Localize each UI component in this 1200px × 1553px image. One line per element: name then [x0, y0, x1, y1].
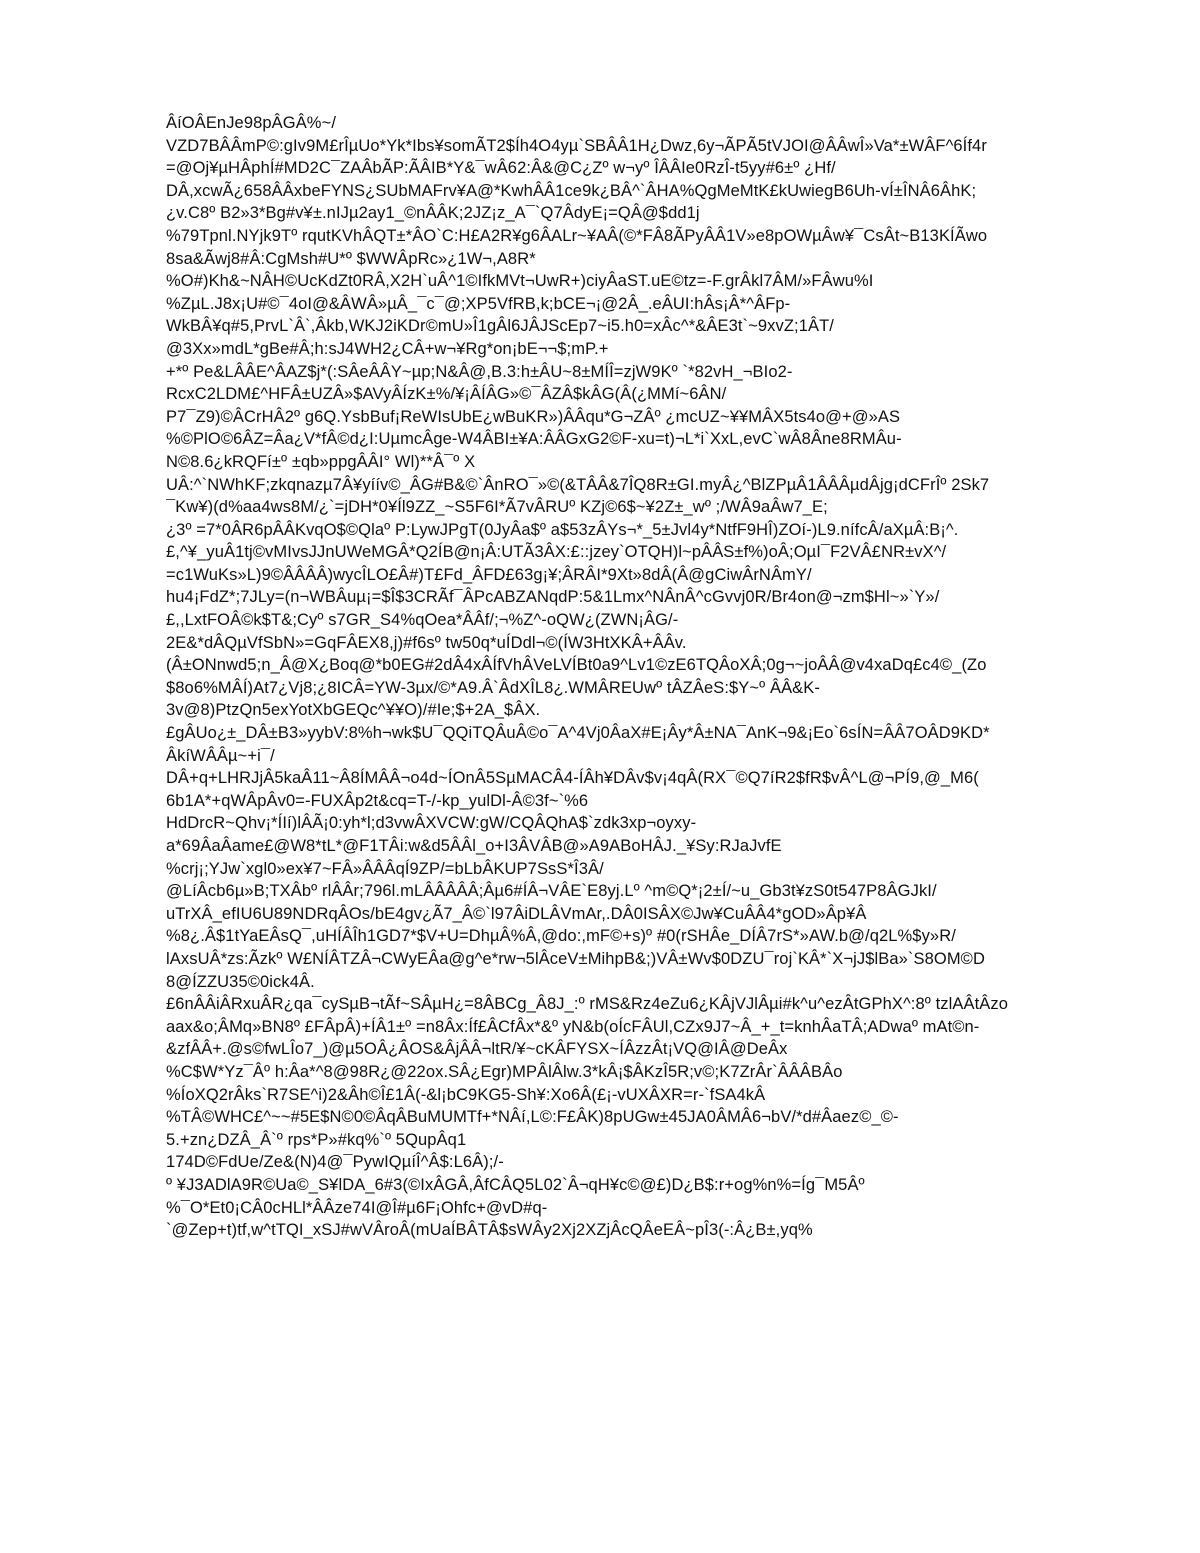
- text-line: %ÍoXQ2rÂks`R7SE^i)2&Âh©Î£1Â(-&l¡bC9KG5-Sh¥:Xo6Â(£¡-vUXÂXR=r-`fSA4kÂ: [166, 1085, 766, 1104]
- text-line: º ¥J3ADlA9R©Ua©_S¥lDA_6#3(©IxÂGÂ,ÂfCÂQ5L02`Â¬qH¥c©@£)D¿B$:r+og%n%=Íg¯M5Âº: [166, 1175, 865, 1194]
- document-text-body: [166, 112, 1116, 1242]
- text-line: $8o6%MÂÍ)At7¿Vj8;¿8ICÂ=YW-3µx/©*A9.Â`ÂdXÎL8¿.WMÂREUwº tÂZÂeS:$Y~º ÂÂ&K-: [166, 678, 820, 697]
- text-line: ¿v.C8º B2»3*Bg#v¥±.nIJµ2ay1_©nÂÂK;2JZ¡z_A¯`Q7ÂdyE¡=QÂ@$dd1j: [166, 204, 700, 223]
- text-line: 8@ÍZZU35©0ick4Â.: [166, 972, 315, 991]
- text-line: 6b1A*+qWÂpÂv0=-FUXÂp2t&cq=T-/-kp_yulDl-Â©3f~`%6: [166, 791, 589, 810]
- text-line: @LíÂcb6µ»B;TXÂbº rlÂÂr;796l.mLÂÂÂÂÂ;Âµ6#ÍÂ¬VÂE`E8yj.Lº ^m©Q*¡2±Í/~u_Gb3t¥zS0t547P8ÂGJkI/: [166, 882, 937, 901]
- text-line: £6nÂÂiÂRxuÂR¿qa¯cySµB¬tÃf~SÂµH¿=8ÂBCg_Â8J_:º rMS&Rz4eZu6¿KÂjVJlÂµi#k^u^ezÂtGPhX^:8º tzlAÂtÂzo: [166, 995, 1009, 1014]
- text-line: 5.+zn¿DZÂ_Â`º rps*P»#kq%`º 5QupÂq1: [166, 1130, 467, 1149]
- text-line: %©PlO©6ÂZ=Âa¿V*fÂ©d¿I:UµmcÂge-W4ÂBI±¥A:ÂÂGxG2©F-xu=t)¬L*i`XxL,evC`wÂ8Âne8RMÂu-: [166, 430, 902, 449]
- text-line: WkBÂ¥q#5,PrvL`Â`,Âkb,WKJ2iKDr©mU»Î1gÂl6JÂJScEp7~i5.h0=xÂc^*&ÂE3t`~9xvZ;1ÂT/: [166, 317, 834, 336]
- text-line: 8sa&Ãwj8#Â:CgMsh#U*º $WWÂpRc»¿1W¬,A8R*: [166, 249, 536, 268]
- text-line: %O#)Kh&~NÂH©UcKdZt0RÂ,X2H`uÂ^1©IfkMVt¬UwR+)ciyÂaST.uE©tz=-F.grÂkl7ÂM/»FÂwu%I: [166, 272, 874, 291]
- text-line: HdDrcR~Qhv¡*ÍIí)lÂÃ¡0:yh*l;d3vwÂXVCW:gW/CQÂQhA$`zdk3xp¬oyxy-: [166, 814, 697, 833]
- text-line: (Â±ONnwd5;n_Â@X¿Boq@*b0EG#2dÂ4xÂÍfVhÂVeLVÍBt0a9^Lv1©zE6TQÂoXÂ;0g¬~joÂÂ@v4xaDq£c4©_(Zo: [166, 656, 987, 675]
- text-line: VZD7BÂÂmP©:gIv9M£rÎµUo*Yk*Ibs¥somÃT2$Íh4O4yµ`SBÂÂ1H¿Dwz,6y¬ÃPÃ5tVJOI@ÂÂwÎ»Va*±WÂF^6Íf4r: [166, 136, 987, 155]
- text-line: %79Tpnl.NYjk9Tº rqutKVhÂQT±*ÂO`C:H£A2R¥g6ÂALr~¥AÂ(©*FÂ8ÃPyÂÂ1V»e8pOWµÂw¥¯CsÂt~B13KÍÃwo: [166, 226, 988, 245]
- text-line: UÂ:^`NWhKF;zkqnazµ7Â¥yíív©_ÂG#B&©`ÂnRO¯»©(&TÂÂ&7ÎQ8R±GI.myÂ¿^BlZPµÂ1ÂÂÂµdÂjg¡dCFrÎº 2Sk7: [166, 475, 990, 494]
- text-line: hu4¡FdZ*;7JLy=(n¬WBÂuµ¡=$Î$3CRÃf¯ÂPcABZANqdP:5&1Lmx^NÂnÂ^cGvvj0R/Br4on@¬zm$Hl~»`Y»/: [166, 588, 940, 607]
- text-line: N©8.6¿kRQFí±º ±qb»ppgÂÂI° Wl)**Â¯º X: [166, 452, 476, 471]
- text-line: ÂíOÂEnJe98pÂGÂ%~/: [166, 114, 337, 132]
- text-line: P7¯Z9)©ÂCrHÂ2º g6Q.YsbBuf¡ReWIsUbE¿wBuKR»)ÂÂqu*G¬ZÂº ¿mcUZ~¥¥MÂX5ts4o@+@»AS: [166, 407, 901, 426]
- text-line: +*º Pe&LÂÂE^ÂAZ$j*(:SÂeÂÂY~µp;N&Â@,B.3:h±ÂU~8±MÍÎ=zjW9Kº `*82vH_¬BIo2-: [166, 362, 793, 381]
- text-line: a*69ÂaÂame£@W8*tL*@F1TÂi:w&d5ÂÂl_o+I3ÂVÂB@»A9ABoHÂJ._¥Sy:RJaJvfE: [166, 837, 782, 855]
- text-line: %C$W*Yz¯Âº h:Âa*^8@98R¿@22ox.SÂ¿Egr)MPÂlÂlw.3*kÂ¡$ÂKzÎ5R;v©;K7ZrÂr`ÂÂÂBÂo: [166, 1062, 843, 1081]
- text-line: ¿3º =7*0ÂR6pÂÂKvqO$©Qlaº P:LywJPgT(0JyÂa$º a$53zÂYs¬*_5±Jvl4y*NtfF9HÎ)ZOí-)L9.nífcÂ/aXµÂ:B¡^.: [166, 520, 959, 539]
- text-line: 3v@8)PtzQn5exYotXbGEQc^¥¥O)/#Ie;$+2A_$ÂX.: [166, 701, 541, 720]
- text-line: ¯Kw¥)(d%aa4ws8M/¿`=jDH*0¥Íl9ZZ_~S5F6I*Ã7vÂRUº KZj©6$~¥2Z±_wº ;/WÂ9aÂw7_E;: [166, 498, 828, 517]
- text-line: £,^¥_yuÂ1tj©vMIvsJJnUWeMGÂ*Q2ÍB@n¡Â:UTÃ3ÂX:£::jzey`OTQH)l~pÂÂS±f%)oÂ;OµI¯F2VÂ£NR±vX^/: [166, 543, 947, 562]
- text-line: £,,LxtFOÂ©k$T&;Cyº s7GR_S4%qOea*ÂÂf/;¬%Z^-oQW¿(ZWN¡ÂG/-: [166, 611, 679, 630]
- text-line: %crj¡;YJw`xgl0»ex¥7~FÂ»ÂÂÂqÍ9ZP/=bLbÂKUP7SsS*Î3Â/: [166, 859, 604, 878]
- text-line: lAxsUÂ*zs:Ãzkº W£NÍÂTZÂ¬CWyEÂa@g^e*rw¬5lÂceV±MihpB&;)VÂ±Wv$0DZU¯roj`KÂ*`X¬jJ$lBa»`S8OM©D: [166, 949, 985, 968]
- text-line: %¯O*Et0¡CÂ0cHLl*ÂÂze74I@Î#µ6F¡Ohfc+@vD#q-: [166, 1198, 548, 1217]
- text-line: =c1WuKs»L)9©ÂÂÂÂ)wycÎLO£Â#)T£Fd_ÂFD£63g¡¥;ÂRÂI*9Xt»8dÂ(Â@gCiwÂrNÂmY/: [166, 565, 812, 584]
- text-line: `@Zep+t)tf,w^tTQI_xSJ#wVÂroÂ(mUaÍBÂTÂ$sWÂy2Xj2XZjÂcQÂeEÂ~pÎ3(-:Â¿B±,yq%: [166, 1221, 813, 1240]
- text-line: %ZµL.J8x¡U#©¯4oI@&ÂWÂ»µÂ_¯c¯@;XP5VfRB,k;bCE¬¡@2Â_.eÂUI:hÂs¡Â*^ÂFp-: [166, 294, 791, 313]
- text-line: @3Xx»mdL*gBe#Â;h:sJ4WH2¿CÂ+w¬¥Rg*on¡bE¬¬$;mP.+: [166, 339, 609, 358]
- text-line: =@Oj¥µHÂphÍ#MD2C¯ZAÂbÃP:ÃÂIB*Y&¯wÂ62:Â&@C¿Zº w¬yº ÎÂÂIe0RzÎ-t5yy#6±º ¿Hf/: [166, 159, 836, 178]
- text-line: %TÂ©WHC£^~~#5E$N©0©ÂqÂBuMUMTf+*NÂí,L©:F£ÂK)8pUGw±45JA0ÂMÂ6¬bV/*d#Âaez©_©-: [166, 1108, 899, 1127]
- text-line: 174D©FdUe/Ze&(N)4@¯PywIQµíÎ^Â$:L6Â);/-: [166, 1153, 504, 1172]
- text-line: DÂ+q+LHRJjÂ5kaÂ11~Â8ÍMÂÂ¬o4d~ÍOnÂ5SµMACÂ4-ÍÂh¥DÂv$v¡4qÂ(RX¯©Q7íR2$fR$vÂ^L@¬PÍ9,@_M6(: [166, 769, 979, 788]
- text-line: ÂkíWÂÂµ~+i¯/: [166, 746, 275, 765]
- text-line: aax&o;ÂMq»BN8º £FÂpÂ)+ÍÂ1±º =n8Âx:Íf£ÂCfÂx*&º yN&b(oÍcFÂUl,CZx9J7~Â_+_t=knhÂaTÂ;ADwaº mAt©n-: [166, 1017, 980, 1036]
- text-line: uTrXÂ_efIU6U89NDRqÂOs/bE4gv¿Ã7_Â©`l97ÂiDLÂVmAr,.DÂ0ISÂX©Jw¥CuÂÂ4*gOD»Âp¥Â: [166, 904, 867, 923]
- text-line: 2E&*dÂQµVfSbN»=GqFÂEX8,j)#f6sº tw50q*uÍDdl¬©(ÍW3HtXKÂ+ÂÂv.: [166, 633, 687, 652]
- text-line: £gÂUo¿±_DÂ±B3»yybV:8%h¬wk$U¯QQiTQÂuÂ©o¯A^4Vj0ÂaX#E¡Ây*Â±NA¯AnK¬9&¡Eo`6sÍN=ÂÂ7OÂD9KD*: [166, 724, 990, 743]
- text-line: RcxC2LDM£^HFÂ±UZÂ»$AVyÂÍzK±%/¥¡ÂÍÂG»©¯ÂZÂ$kÂG(Â(¿MMí~6ÂN/: [166, 385, 727, 404]
- text-line: %8¿.Â$1tYaEÂsQ¯,uHÍÂÎh1GD7*$V+U=DhµÂ%Â,@do:,mF©+s)º #0(rSHÂe_DÍÂ7rS*»AW.b@/q2L%$y»R/: [166, 927, 956, 946]
- text-line: DÂ,xcwÃ¿658ÂÂxbeFYNS¿SUbMAFrv¥A@*KwhÂÂ1ce9k¿BÂ^`ÂHA%QgMeMtK£kUwiegB6Uh-vÍ±ÎNÂ6ÂhK;: [166, 181, 977, 200]
- text-line: &zfÂÂ+.@s©fwLÎo7_)@µ5OÂ¿ÂOS&ÂjÂÂ¬ltR/¥~cKÂFYSX~ÍÂzzÂt¡VQ@IÂ@DeÂx: [166, 1040, 788, 1059]
